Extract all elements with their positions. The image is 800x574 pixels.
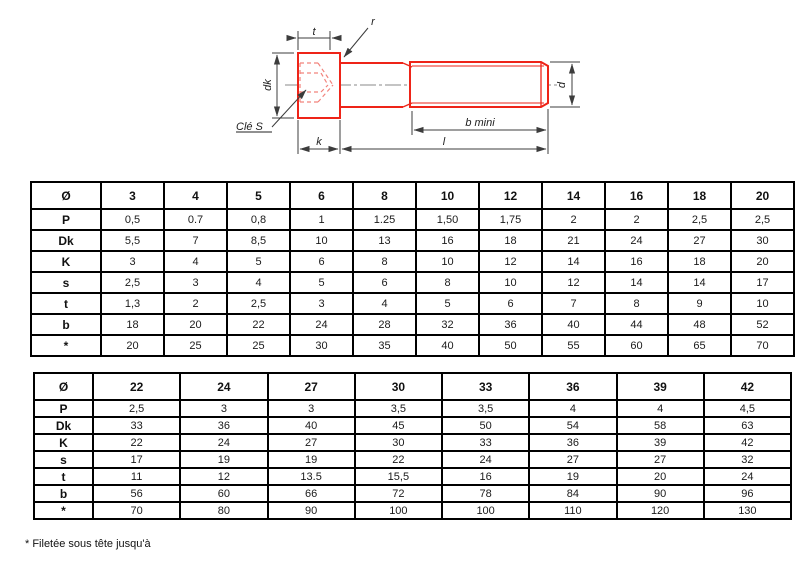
row-label-cell: b — [34, 485, 93, 502]
row-label-cell: * — [31, 335, 101, 356]
value-cell: 30 — [355, 434, 442, 451]
value-cell: 13 — [353, 230, 416, 251]
label-r: r — [371, 16, 375, 28]
value-cell: 14 — [605, 272, 668, 293]
value-cell: 36 — [479, 314, 542, 335]
column-header-cell: 6 — [290, 182, 353, 209]
table-row — [31, 230, 794, 251]
row-label-cell: P — [31, 209, 101, 230]
table-row — [31, 209, 794, 230]
column-header-cell: 24 — [180, 373, 267, 400]
value-cell: 15,5 — [355, 468, 442, 485]
value-cell: 4 — [529, 400, 616, 417]
value-cell: 3 — [180, 400, 267, 417]
table-row — [31, 293, 794, 314]
value-cell: 20 — [164, 314, 227, 335]
table-row — [34, 451, 791, 468]
value-cell: 70 — [93, 502, 180, 519]
value-cell: 12 — [479, 251, 542, 272]
value-cell: 19 — [268, 451, 355, 468]
value-cell: 44 — [605, 314, 668, 335]
value-cell: 14 — [668, 272, 731, 293]
table-row — [31, 251, 794, 272]
value-cell: 10 — [416, 251, 479, 272]
value-cell: 30 — [290, 335, 353, 356]
value-cell: 5 — [290, 272, 353, 293]
value-cell: 1 — [290, 209, 353, 230]
value-cell: 18 — [668, 251, 731, 272]
value-cell: 25 — [164, 335, 227, 356]
value-cell: 40 — [268, 417, 355, 434]
value-cell: 27 — [668, 230, 731, 251]
value-cell: 50 — [479, 335, 542, 356]
value-cell: 17 — [731, 272, 794, 293]
label-k: k — [316, 136, 322, 148]
value-cell: 11 — [93, 468, 180, 485]
column-header-cell: 33 — [442, 373, 529, 400]
row-label-cell: K — [34, 434, 93, 451]
column-header-cell: 14 — [542, 182, 605, 209]
column-header-cell: 36 — [529, 373, 616, 400]
value-cell: 10 — [290, 230, 353, 251]
value-cell: 20 — [617, 468, 704, 485]
column-header-cell: 8 — [353, 182, 416, 209]
value-cell: 12 — [542, 272, 605, 293]
column-header-cell: 10 — [416, 182, 479, 209]
value-cell: 16 — [442, 468, 529, 485]
value-cell: 5 — [416, 293, 479, 314]
row-label-cell: s — [31, 272, 101, 293]
row-label-cell: K — [31, 251, 101, 272]
value-cell: 32 — [416, 314, 479, 335]
value-cell: 60 — [605, 335, 668, 356]
value-cell: 52 — [731, 314, 794, 335]
table-row — [34, 468, 791, 485]
value-cell: 32 — [704, 451, 791, 468]
value-cell: 4,5 — [704, 400, 791, 417]
column-header-cell: 20 — [731, 182, 794, 209]
value-cell: 16 — [416, 230, 479, 251]
value-cell: 33 — [93, 417, 180, 434]
table-row — [34, 502, 791, 519]
value-cell: 4 — [227, 272, 290, 293]
value-cell: 24 — [290, 314, 353, 335]
value-cell: 24 — [605, 230, 668, 251]
value-cell: 54 — [529, 417, 616, 434]
value-cell: 1,75 — [479, 209, 542, 230]
value-cell: 4 — [617, 400, 704, 417]
value-cell: 20 — [731, 251, 794, 272]
table-row — [34, 485, 791, 502]
value-cell: 35 — [353, 335, 416, 356]
value-cell: 10 — [731, 293, 794, 314]
dimensions-table-large-sizes — [33, 372, 792, 520]
dim-r-leader — [344, 28, 368, 57]
value-cell: 63 — [704, 417, 791, 434]
value-cell: 2,5 — [227, 293, 290, 314]
value-cell: 16 — [605, 251, 668, 272]
table-row — [31, 314, 794, 335]
value-cell: 22 — [227, 314, 290, 335]
value-cell: 2 — [605, 209, 668, 230]
value-cell: 25 — [227, 335, 290, 356]
row-label-cell: t — [31, 293, 101, 314]
label-t: t — [312, 26, 316, 38]
value-cell: 19 — [180, 451, 267, 468]
label-cle-s: Clé S — [236, 121, 263, 133]
value-cell: 3 — [101, 251, 164, 272]
column-header-cell: 22 — [93, 373, 180, 400]
value-cell: 2,5 — [101, 272, 164, 293]
value-cell: 5,5 — [101, 230, 164, 251]
value-cell: 72 — [355, 485, 442, 502]
value-cell: 1,3 — [101, 293, 164, 314]
value-cell: 27 — [529, 451, 616, 468]
value-cell: 6 — [479, 293, 542, 314]
value-cell: 13.5 — [268, 468, 355, 485]
column-header-cell: 27 — [268, 373, 355, 400]
value-cell: 39 — [617, 434, 704, 451]
value-cell: 48 — [668, 314, 731, 335]
value-cell: 14 — [542, 251, 605, 272]
value-cell: 27 — [617, 451, 704, 468]
column-header-cell: 4 — [164, 182, 227, 209]
value-cell: 27 — [268, 434, 355, 451]
value-cell: 2,5 — [731, 209, 794, 230]
value-cell: 100 — [355, 502, 442, 519]
value-cell: 120 — [617, 502, 704, 519]
value-cell: 6 — [290, 251, 353, 272]
value-cell: 22 — [93, 434, 180, 451]
value-cell: 0,5 — [101, 209, 164, 230]
value-cell: 10 — [479, 272, 542, 293]
value-cell: 100 — [442, 502, 529, 519]
value-cell: 1.25 — [353, 209, 416, 230]
value-cell: 2,5 — [93, 400, 180, 417]
value-cell: 45 — [355, 417, 442, 434]
value-cell: 3 — [290, 293, 353, 314]
screw-outline — [298, 53, 548, 118]
value-cell: 90 — [617, 485, 704, 502]
value-cell: 55 — [542, 335, 605, 356]
value-cell: 65 — [668, 335, 731, 356]
table-row — [34, 417, 791, 434]
row-label-cell: P — [34, 400, 93, 417]
footnote: * Filetée sous tête jusqu'à — [25, 538, 151, 550]
row-label-cell: Dk — [34, 417, 93, 434]
column-header-cell: 18 — [668, 182, 731, 209]
value-cell: 8 — [416, 272, 479, 293]
screw-thread — [410, 62, 548, 107]
table-row — [34, 434, 791, 451]
table-row — [34, 400, 791, 417]
value-cell: 28 — [353, 314, 416, 335]
label-b-mini: b mini — [465, 117, 495, 129]
value-cell: 96 — [704, 485, 791, 502]
value-cell: 0.7 — [164, 209, 227, 230]
value-cell: 80 — [180, 502, 267, 519]
value-cell: 84 — [529, 485, 616, 502]
value-cell: 4 — [353, 293, 416, 314]
value-cell: 8,5 — [227, 230, 290, 251]
value-cell: 110 — [529, 502, 616, 519]
value-cell: 21 — [542, 230, 605, 251]
row-label-cell: b — [31, 314, 101, 335]
row-label-cell: s — [34, 451, 93, 468]
value-cell: 2 — [164, 293, 227, 314]
value-cell: 70 — [731, 335, 794, 356]
value-cell: 36 — [529, 434, 616, 451]
screw-head — [298, 53, 340, 118]
value-cell: 24 — [442, 451, 529, 468]
value-cell: 17 — [93, 451, 180, 468]
value-cell: 19 — [529, 468, 616, 485]
value-cell: 130 — [704, 502, 791, 519]
value-cell: 3,5 — [442, 400, 529, 417]
value-cell: 58 — [617, 417, 704, 434]
value-cell: 7 — [164, 230, 227, 251]
value-cell: 8 — [353, 251, 416, 272]
value-cell: 2,5 — [668, 209, 731, 230]
value-cell: 4 — [164, 251, 227, 272]
value-cell: 56 — [93, 485, 180, 502]
column-header-cell: 16 — [605, 182, 668, 209]
value-cell: 66 — [268, 485, 355, 502]
value-cell: 20 — [101, 335, 164, 356]
value-cell: 42 — [704, 434, 791, 451]
column-header-cell: 12 — [479, 182, 542, 209]
value-cell: 78 — [442, 485, 529, 502]
row-label-cell: t — [34, 468, 93, 485]
value-cell: 24 — [180, 434, 267, 451]
value-cell: 2 — [542, 209, 605, 230]
label-dk: dk — [262, 79, 274, 91]
row-label-cell: * — [34, 502, 93, 519]
value-cell: 24 — [704, 468, 791, 485]
column-header-cell: 3 — [101, 182, 164, 209]
column-header-cell: 5 — [227, 182, 290, 209]
label-l: l — [442, 136, 446, 148]
diameter-header-cell: Ø — [31, 182, 101, 209]
value-cell: 22 — [355, 451, 442, 468]
value-cell: 12 — [180, 468, 267, 485]
diameter-header-cell: Ø — [34, 373, 93, 400]
screw-technical-drawing — [228, 8, 588, 170]
value-cell: 1,50 — [416, 209, 479, 230]
value-cell: 60 — [180, 485, 267, 502]
value-cell: 6 — [353, 272, 416, 293]
value-cell: 50 — [442, 417, 529, 434]
value-cell: 3 — [164, 272, 227, 293]
value-cell: 40 — [416, 335, 479, 356]
dimensions-table-small-sizes — [30, 181, 795, 357]
column-header-cell: 39 — [617, 373, 704, 400]
value-cell: 33 — [442, 434, 529, 451]
column-header-cell: 30 — [355, 373, 442, 400]
label-d: d — [556, 81, 568, 89]
value-cell: 36 — [180, 417, 267, 434]
value-cell: 30 — [731, 230, 794, 251]
value-cell: 90 — [268, 502, 355, 519]
value-cell: 40 — [542, 314, 605, 335]
value-cell: 5 — [227, 251, 290, 272]
value-cell: 3,5 — [355, 400, 442, 417]
row-label-cell: Dk — [31, 230, 101, 251]
value-cell: 18 — [479, 230, 542, 251]
column-header-cell: 42 — [704, 373, 791, 400]
table-row — [31, 335, 794, 356]
value-cell: 9 — [668, 293, 731, 314]
value-cell: 7 — [542, 293, 605, 314]
value-cell: 8 — [605, 293, 668, 314]
value-cell: 3 — [268, 400, 355, 417]
value-cell: 0,8 — [227, 209, 290, 230]
table-row — [31, 272, 794, 293]
value-cell: 18 — [101, 314, 164, 335]
